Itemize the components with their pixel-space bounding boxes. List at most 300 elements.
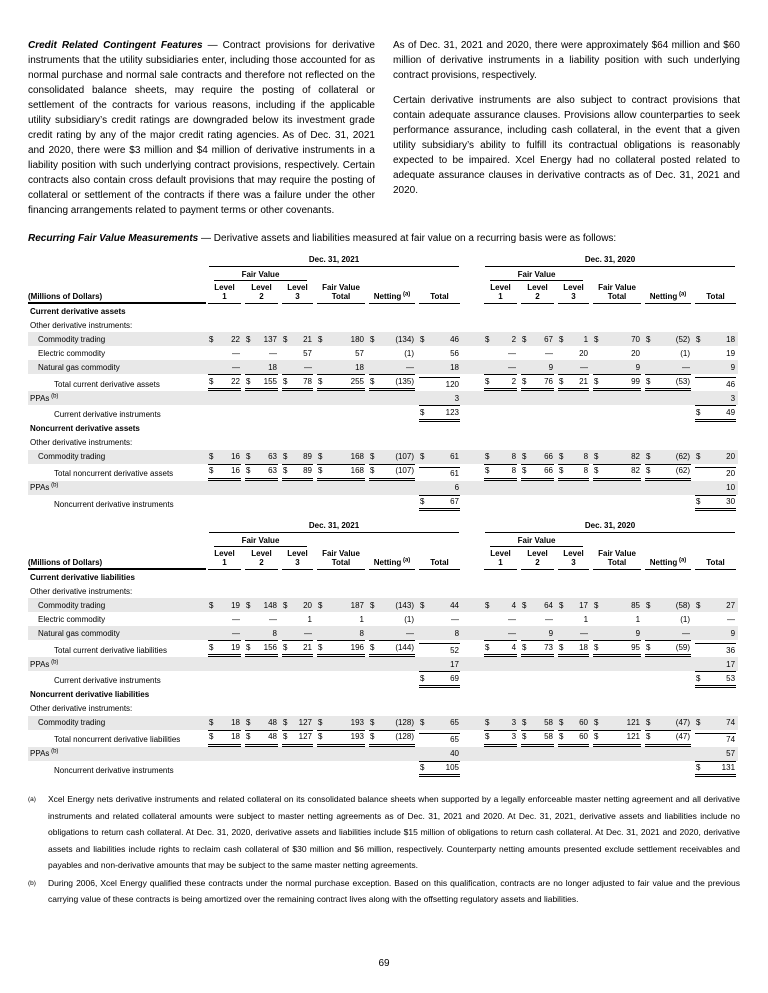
- value-cell: [643, 747, 693, 761]
- row-label-cell: [28, 598, 206, 612]
- cell-value: 53: [726, 673, 736, 683]
- value-cell: [556, 360, 591, 374]
- table-row: [28, 761, 738, 778]
- value-cell: [280, 332, 315, 346]
- footnote-b-marker: (b): [28, 879, 36, 887]
- cell-value: —: [304, 362, 312, 372]
- intro-left-column: [28, 38, 375, 218]
- column-header: Total: [417, 547, 462, 570]
- value-cell: [315, 346, 367, 360]
- row-label: Noncurrent derivative liabilities: [30, 690, 150, 699]
- value-cell: [243, 464, 280, 481]
- row-label: Total current derivative liabilities: [54, 645, 167, 655]
- row-label: Commodity trading: [38, 452, 106, 461]
- dollar-sign: $: [696, 673, 701, 683]
- value-cell: [693, 450, 738, 464]
- dollar-sign: $: [696, 763, 701, 772]
- dollar-sign: $: [696, 452, 701, 461]
- cell-value: 18: [268, 362, 277, 372]
- cell-value: 9: [635, 362, 641, 372]
- dollar-sign: $: [246, 376, 251, 386]
- millions-label-header: [28, 547, 206, 570]
- dollar-sign: $: [209, 600, 214, 610]
- dollar-sign: $: [370, 466, 375, 475]
- fair-value-header: [482, 267, 591, 281]
- cell-value: 49: [726, 407, 736, 417]
- value-cell: [315, 374, 367, 391]
- value-cell: [367, 657, 417, 671]
- row-label: Natural gas commodity: [38, 362, 120, 372]
- row-label-cell: [28, 657, 206, 671]
- dollar-sign: $: [318, 718, 323, 727]
- cell-value: 18: [355, 362, 364, 372]
- column-header: Level 1: [206, 547, 243, 570]
- cell-value: 155: [263, 376, 277, 386]
- table-row: [28, 436, 738, 450]
- value-cell: [643, 481, 693, 495]
- cell-value: (47): [675, 718, 691, 727]
- value-cell: [206, 332, 243, 346]
- paragraph-lead: Credit Related Contingent Features: [28, 40, 203, 51]
- value-cell: [591, 716, 643, 730]
- value-cell: [556, 747, 591, 761]
- cell-value: 46: [726, 379, 736, 389]
- dollar-sign: $: [594, 642, 599, 652]
- row-label-cell: [28, 391, 206, 405]
- value-cell: [417, 761, 462, 778]
- cell-value: —: [508, 362, 517, 372]
- cell-value: 89: [303, 452, 312, 461]
- value-cell: [367, 640, 417, 657]
- row-label-cell: [28, 405, 206, 422]
- value-cell: [693, 640, 738, 657]
- cell-value: 127: [298, 732, 312, 741]
- value-cell: [643, 450, 693, 464]
- row-label: Electric commodity: [38, 348, 106, 358]
- value-cell: [693, 360, 738, 374]
- cell-value: 65: [450, 735, 460, 744]
- fair-value-header: [482, 533, 591, 547]
- cell-value: 99: [631, 376, 641, 386]
- row-label-cell: [28, 332, 206, 346]
- value-cell: [519, 374, 556, 391]
- table-row: [28, 688, 738, 702]
- value-cell: [206, 374, 243, 391]
- cell-value: (143): [395, 600, 414, 610]
- dollar-sign: $: [522, 466, 527, 475]
- value-cell: [280, 761, 315, 778]
- table-row: [28, 422, 738, 436]
- row-label-cell: [28, 702, 738, 716]
- value-cell: [315, 495, 367, 512]
- row-label-cell: [28, 716, 206, 730]
- row-label-cell: [28, 761, 206, 778]
- cell-value: —: [406, 628, 414, 638]
- cell-value: 20: [303, 600, 312, 610]
- value-cell: [591, 360, 643, 374]
- cell-value: 4: [511, 642, 517, 652]
- dollar-sign: $: [594, 466, 599, 475]
- row-label: Total noncurrent derivative assets: [54, 469, 174, 478]
- value-cell: [643, 360, 693, 374]
- row-label: PPAs $^{(b)}$: [30, 392, 59, 403]
- cell-value: 105: [445, 763, 460, 772]
- value-cell: [315, 464, 367, 481]
- table-row: [28, 391, 738, 405]
- value-cell: [206, 747, 243, 761]
- value-cell: [556, 450, 591, 464]
- value-cell: [417, 671, 462, 688]
- value-cell: [206, 671, 243, 688]
- row-label-cell: [28, 640, 206, 657]
- fair-value-label: Fair Value: [490, 270, 583, 281]
- value-cell: [206, 716, 243, 730]
- cell-value: —: [269, 614, 277, 624]
- cell-value: 48: [268, 718, 277, 727]
- table-row: [28, 318, 738, 332]
- value-cell: [315, 747, 367, 761]
- cell-value: (1): [680, 348, 691, 358]
- dollar-sign: $: [594, 718, 599, 727]
- value-cell: [417, 612, 462, 626]
- cell-value: (107): [395, 452, 414, 461]
- dollar-sign: $: [283, 642, 288, 652]
- row-label: Commodity trading: [38, 600, 106, 610]
- value-cell: [206, 346, 243, 360]
- dollar-sign: $: [594, 376, 599, 386]
- date-group-label: Dec. 31, 2021: [209, 521, 459, 533]
- value-cell: [591, 346, 643, 360]
- dollar-sign: $: [559, 732, 564, 741]
- table-row: [28, 360, 738, 374]
- cell-value: 1: [307, 614, 312, 624]
- cell-value: 61: [450, 469, 460, 478]
- value-cell: [315, 640, 367, 657]
- date-group-header: [206, 255, 462, 267]
- value-cell: [367, 332, 417, 346]
- value-cell: [280, 360, 315, 374]
- value-cell: [693, 716, 738, 730]
- header-row-dates: [28, 521, 738, 533]
- cell-value: 21: [303, 334, 312, 344]
- dollar-sign: $: [283, 452, 288, 461]
- dollar-sign: $: [559, 452, 564, 461]
- value-cell: [206, 640, 243, 657]
- row-label: Current derivative instruments: [54, 410, 161, 419]
- value-cell: [591, 761, 643, 778]
- value-cell: [315, 671, 367, 688]
- dollar-sign: $: [283, 718, 288, 727]
- dollar-sign: $: [594, 600, 599, 610]
- value-cell: [519, 464, 556, 481]
- value-cell: [693, 626, 738, 640]
- row-label-cell: [28, 346, 206, 360]
- dollar-sign: $: [209, 642, 214, 652]
- dollar-sign: $: [646, 376, 651, 386]
- cell-value: (1): [404, 614, 414, 624]
- cell-value: 9: [730, 628, 736, 638]
- column-header: Fair Value Total: [315, 281, 367, 304]
- cell-value: 57: [726, 749, 736, 758]
- millions-label-header: [28, 281, 206, 304]
- value-cell: [556, 598, 591, 612]
- column-header: Level 1: [482, 547, 519, 570]
- date-group-label: Dec. 31, 2020: [485, 521, 735, 533]
- value-cell: [315, 657, 367, 671]
- row-label: Current derivative assets: [30, 306, 126, 316]
- cell-value: 193: [350, 732, 364, 741]
- row-label-cell: [28, 436, 738, 450]
- cell-value: 148: [263, 600, 277, 610]
- cell-value: 22: [231, 334, 240, 344]
- value-cell: [643, 612, 693, 626]
- row-label-cell: [28, 584, 738, 598]
- value-cell: [367, 360, 417, 374]
- cell-value: —: [232, 628, 240, 638]
- dollar-sign: $: [522, 732, 527, 741]
- column-header: Level 1: [206, 281, 243, 304]
- value-cell: [591, 657, 643, 671]
- fair-value-header: [206, 533, 315, 547]
- value-cell: [417, 598, 462, 612]
- value-cell: [280, 481, 315, 495]
- row-label-cell: [28, 318, 738, 332]
- dollar-sign: $: [559, 600, 564, 610]
- cell-value: —: [232, 348, 240, 358]
- dollar-sign: $: [209, 334, 214, 344]
- table-row: [28, 747, 738, 761]
- value-cell: [519, 495, 556, 512]
- value-cell: [643, 332, 693, 346]
- row-label: PPAs $^{(b)}$: [30, 482, 59, 492]
- dollar-sign: $: [646, 600, 651, 610]
- dollar-sign: $: [246, 466, 251, 475]
- cell-value: 52: [450, 645, 460, 655]
- cell-value: (107): [395, 466, 414, 475]
- cell-value: (1): [680, 614, 691, 624]
- value-cell: [206, 405, 243, 422]
- dollar-sign: $: [646, 718, 651, 727]
- value-cell: [315, 612, 367, 626]
- value-cell: [591, 332, 643, 346]
- cell-value: 21: [579, 376, 589, 386]
- value-cell: [243, 495, 280, 512]
- cell-value: (62): [675, 452, 691, 461]
- table-row: [28, 405, 738, 422]
- cell-value: 85: [631, 600, 641, 610]
- row-label-cell: [28, 495, 206, 512]
- value-cell: [591, 640, 643, 657]
- value-cell: [482, 747, 519, 761]
- dollar-sign: $: [370, 334, 375, 344]
- cell-value: (1): [404, 348, 414, 358]
- footnote-b-text: During 2006, Xcel Energy qualified these contracts under the normal purchase exception. Based on this qualification, contracts are no longer adjusted to fair value and the previous carrying value of these contracts is being amortized over the remaining contract lives along with the offsetting regulatory assets and liabilities.: [48, 877, 740, 904]
- value-cell: [417, 640, 462, 657]
- value-cell: [367, 495, 417, 512]
- value-cell: [243, 360, 280, 374]
- value-cell: [417, 391, 462, 405]
- dollar-sign: $: [522, 452, 527, 461]
- value-cell: [591, 374, 643, 391]
- value-cell: [280, 450, 315, 464]
- header-row-fairvalue: [28, 533, 738, 547]
- table-row: [28, 495, 738, 512]
- value-cell: [519, 360, 556, 374]
- value-cell: [482, 612, 519, 626]
- cell-value: 64: [544, 600, 554, 610]
- cell-value: —: [508, 614, 517, 624]
- dollar-sign: $: [485, 376, 490, 386]
- dollar-sign: $: [246, 732, 251, 741]
- value-cell: [643, 374, 693, 391]
- cell-value: 27: [726, 600, 736, 610]
- row-label: Other derivative instruments:: [30, 704, 133, 713]
- value-cell: [367, 598, 417, 612]
- cell-value: —: [232, 362, 240, 372]
- row-label-cell: [28, 481, 206, 495]
- value-cell: [693, 598, 738, 612]
- dollar-sign: $: [646, 466, 651, 475]
- dollar-sign: $: [370, 600, 375, 610]
- value-cell: [280, 346, 315, 360]
- cell-value: 57: [355, 348, 364, 358]
- value-cell: [417, 730, 462, 747]
- value-cell: [206, 481, 243, 495]
- value-cell: [280, 716, 315, 730]
- cell-value: 10: [726, 483, 736, 492]
- cell-value: 20: [631, 348, 641, 358]
- value-cell: [280, 612, 315, 626]
- cell-value: 18: [231, 718, 240, 727]
- cell-value: 20: [726, 469, 736, 478]
- cell-value: (59): [675, 642, 691, 652]
- footnote-b: [28, 875, 740, 908]
- cell-value: 19: [726, 348, 736, 358]
- dollar-sign: $: [646, 452, 651, 461]
- dollar-sign: $: [420, 673, 425, 683]
- cell-value: 58: [544, 718, 554, 727]
- cell-value: 22: [231, 376, 240, 386]
- value-cell: [482, 332, 519, 346]
- dollar-sign: $: [696, 334, 701, 344]
- fair-value-header: [206, 267, 315, 281]
- value-cell: [315, 332, 367, 346]
- dollar-sign: $: [485, 718, 490, 727]
- value-cell: [280, 626, 315, 640]
- table-row: [28, 598, 738, 612]
- value-cell: [206, 612, 243, 626]
- cell-value: 3: [511, 718, 517, 727]
- table-row: [28, 612, 738, 626]
- value-cell: [367, 346, 417, 360]
- dollar-sign: $: [485, 732, 490, 741]
- value-cell: [243, 346, 280, 360]
- value-cell: [556, 391, 591, 405]
- value-cell: [556, 464, 591, 481]
- dollar-sign: $: [318, 466, 323, 475]
- cell-value: 82: [631, 466, 641, 475]
- value-cell: [280, 747, 315, 761]
- cell-value: 137: [263, 334, 277, 344]
- intro-right-column: [393, 38, 740, 218]
- value-cell: [556, 346, 591, 360]
- value-cell: [591, 405, 643, 422]
- cell-value: 18: [579, 642, 589, 652]
- row-label-cell: [28, 612, 206, 626]
- cell-value: 63: [268, 452, 277, 461]
- fair-value-assets-table: [28, 255, 738, 511]
- column-header: Total: [417, 281, 462, 304]
- cell-value: (144): [395, 642, 414, 652]
- value-cell: [556, 716, 591, 730]
- value-cell: [519, 657, 556, 671]
- row-label-cell: [28, 730, 206, 747]
- dollar-sign: $: [283, 600, 288, 610]
- value-cell: [643, 405, 693, 422]
- value-cell: [367, 450, 417, 464]
- column-header: Level 2: [519, 281, 556, 304]
- value-cell: [417, 716, 462, 730]
- dollar-sign: $: [283, 376, 288, 386]
- cell-value: 168: [350, 466, 364, 475]
- cell-value: 74: [726, 718, 736, 727]
- cell-value: 67: [450, 497, 460, 506]
- value-cell: [519, 332, 556, 346]
- value-cell: [367, 761, 417, 778]
- row-label: Electric commodity: [38, 614, 106, 624]
- date-group-label: Dec. 31, 2021: [209, 255, 459, 267]
- cell-value: 121: [626, 732, 641, 741]
- value-cell: [591, 612, 643, 626]
- table-row: [28, 464, 738, 481]
- value-cell: [417, 495, 462, 512]
- dollar-sign: $: [246, 334, 251, 344]
- table-row: [28, 304, 738, 318]
- value-cell: [367, 464, 417, 481]
- table-row: [28, 332, 738, 346]
- value-cell: [482, 405, 519, 422]
- value-cell: [367, 716, 417, 730]
- value-cell: [591, 671, 643, 688]
- dollar-sign: $: [246, 642, 251, 652]
- dollar-sign: $: [209, 452, 214, 461]
- dollar-sign: $: [559, 466, 564, 475]
- value-cell: [556, 730, 591, 747]
- value-cell: [693, 374, 738, 391]
- value-cell: [519, 612, 556, 626]
- fair-value-liabilities-table: [28, 521, 738, 777]
- value-cell: [693, 405, 738, 422]
- cell-value: 18: [726, 334, 736, 344]
- cell-value: 2: [511, 334, 517, 344]
- value-cell: [417, 626, 462, 640]
- value-cell: [482, 464, 519, 481]
- value-cell: [482, 671, 519, 688]
- value-cell: [556, 626, 591, 640]
- value-cell: [315, 598, 367, 612]
- value-cell: [693, 332, 738, 346]
- row-label-cell: [28, 422, 738, 436]
- column-header: Total: [693, 547, 738, 570]
- column-header: Netting $^{(a)}$: [367, 281, 417, 304]
- value-cell: [367, 747, 417, 761]
- value-cell: [243, 481, 280, 495]
- cell-value: 61: [450, 452, 460, 461]
- value-cell: [243, 761, 280, 778]
- value-cell: [556, 495, 591, 512]
- dollar-sign: $: [370, 376, 375, 386]
- cell-value: —: [406, 362, 414, 372]
